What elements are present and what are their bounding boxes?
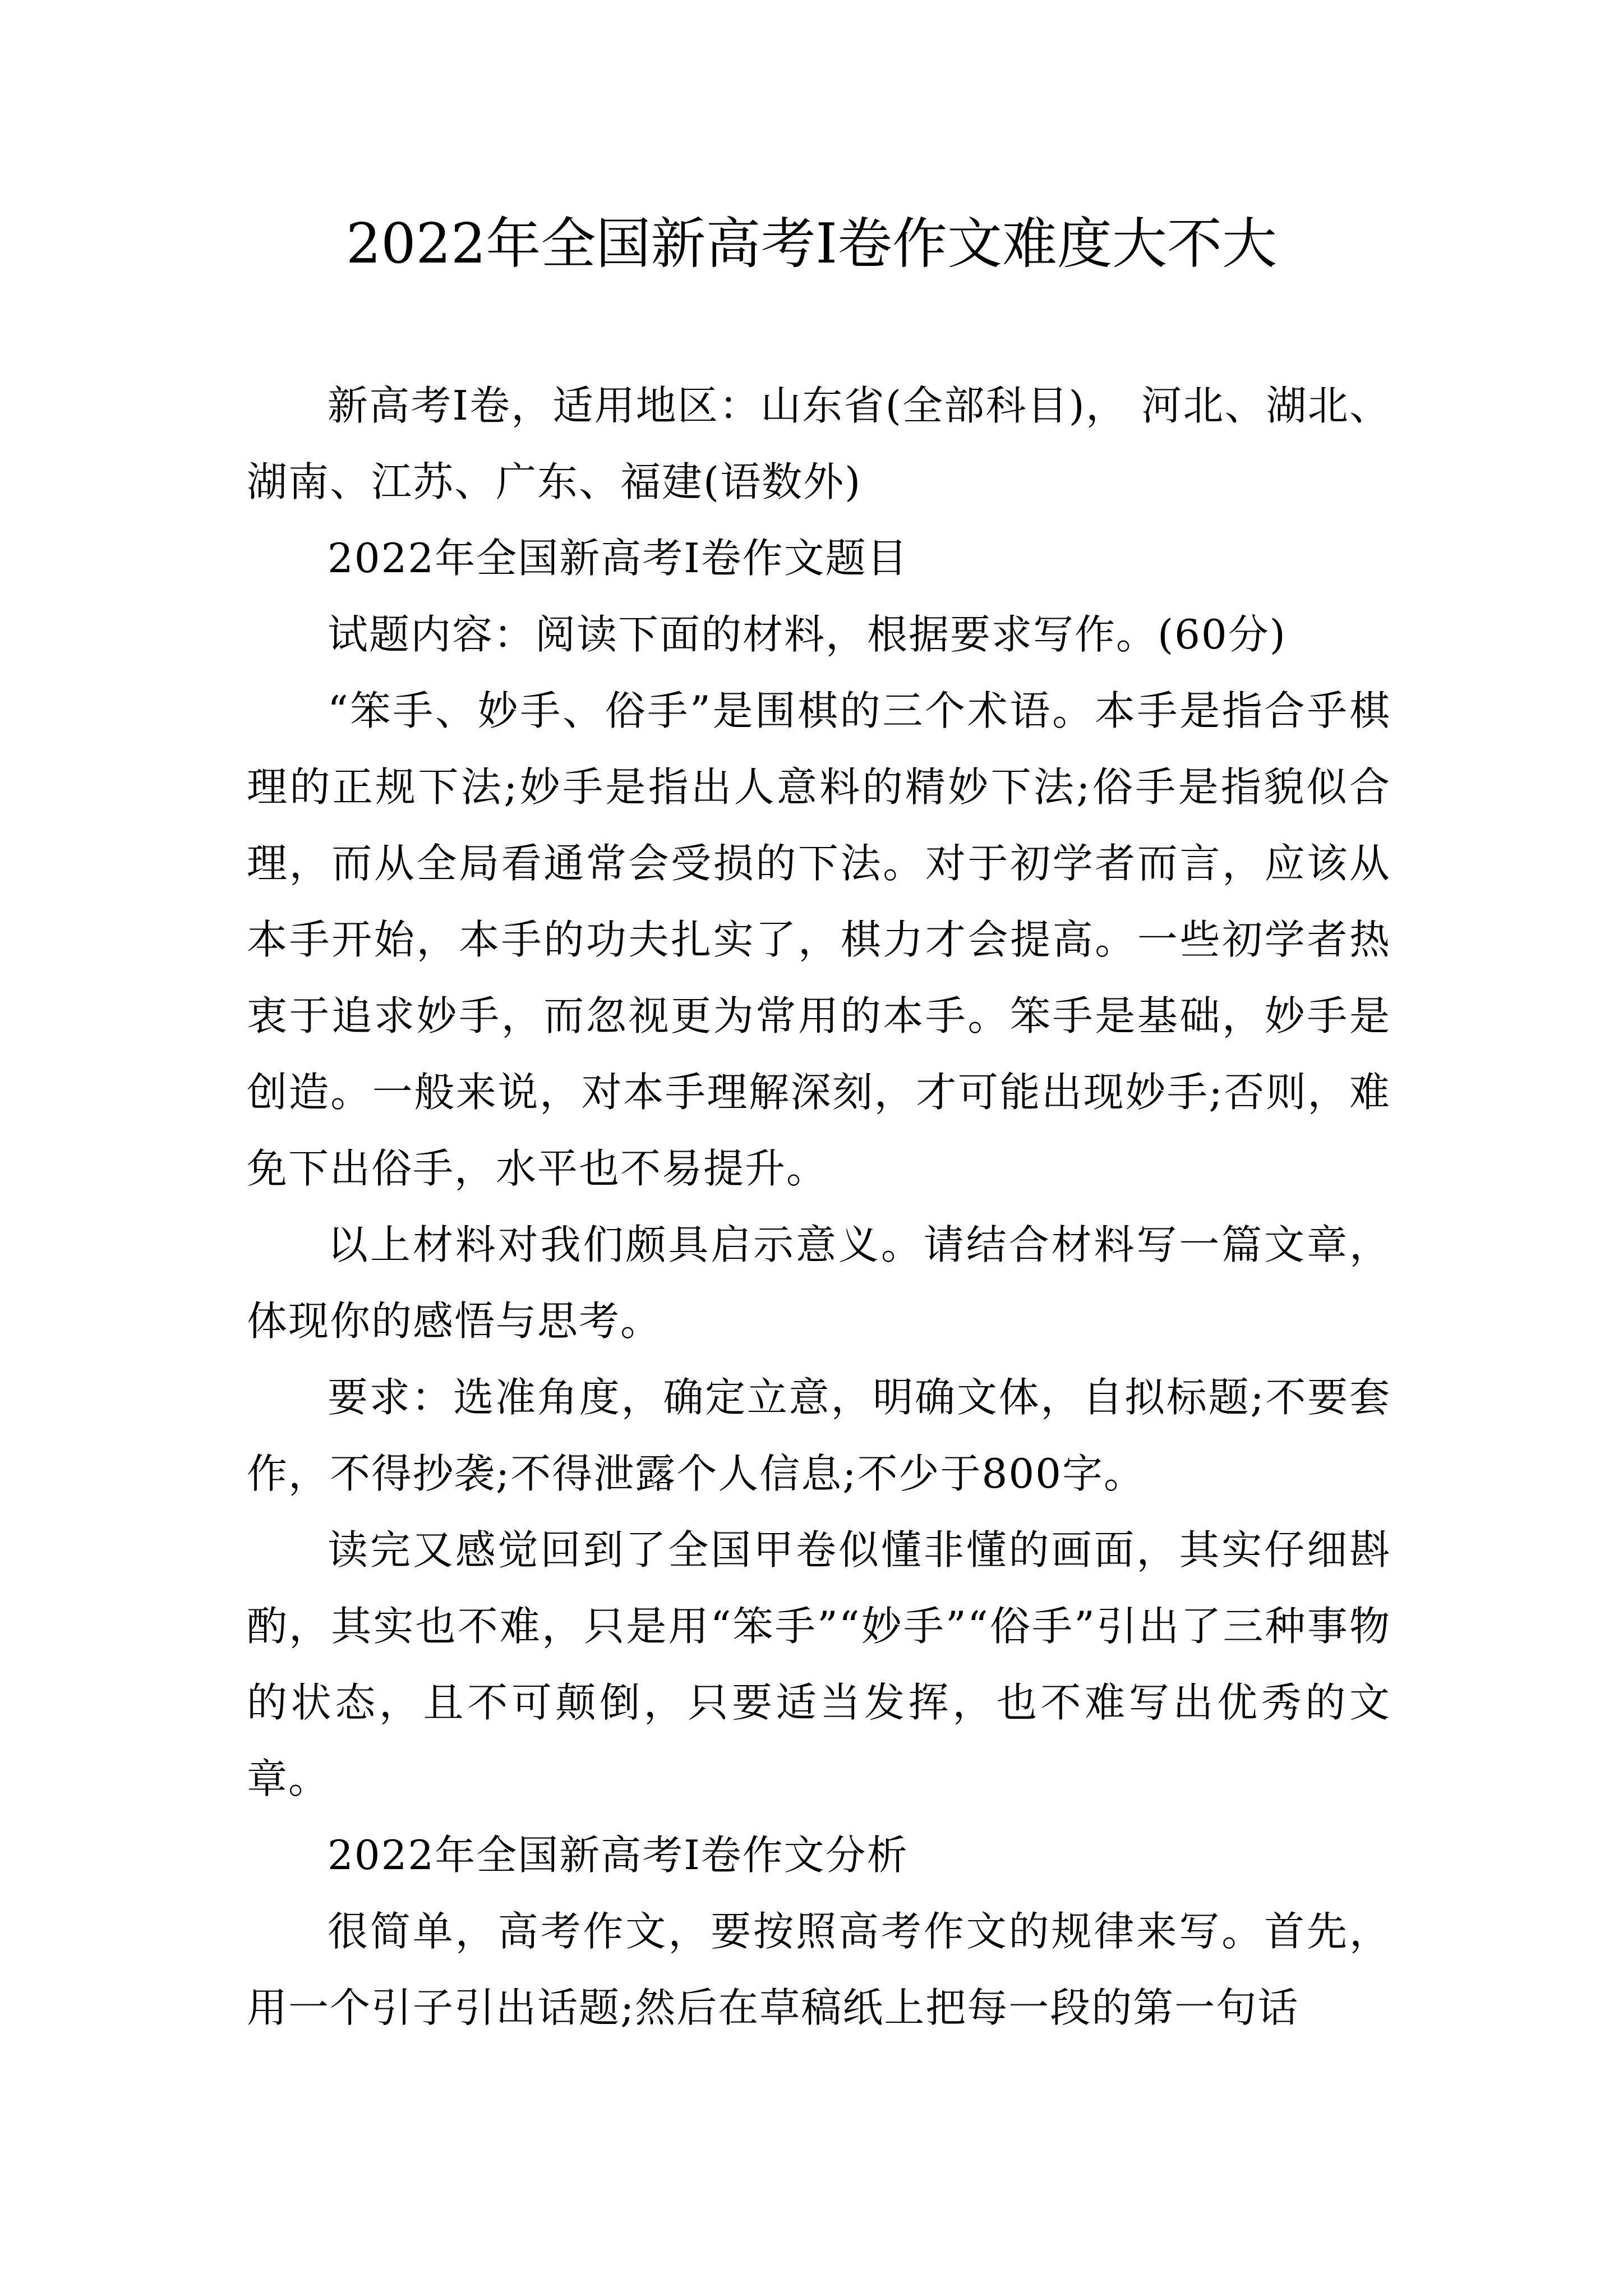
paragraph-instruction: 以上材料对我们颇具启示意义。请结合材料写一篇文章，体现你的感悟与思考。 xyxy=(247,1221,1391,1345)
paragraph-topic-heading: 2022年全国新高考Ⅰ卷作文题目 xyxy=(328,535,909,582)
paragraph-applicable-regions: 新高考Ⅰ卷，适用地区：山东省(全部科目)， 河北、湖北、湖南、江苏、广东、福建(语数外) xyxy=(247,382,1391,505)
paragraph-question-content: 试题内容：阅读下面的材料，根据要求写作。(60分) xyxy=(328,611,1287,658)
document-title: 2022年全国新高考Ⅰ卷作文难度大不大 xyxy=(345,212,1278,276)
paragraph-requirements: 要求：选准角度，确定立意，明确文体，自拟标题;不要套作，不得抄袭;不得泄露个人信息;不少于800字。 xyxy=(247,1374,1391,1497)
document-body xyxy=(247,367,1391,2046)
paragraph-commentary: 读完又感觉回到了全国甲卷似懂非懂的画面，其实仔细斟酌，其实也不难，只是用“笨手”“妙手”“俗手”引出了三种事物的状态，且不可颠倒，只要适当发挥，也不难写出优秀的文章。 xyxy=(247,1526,1391,1802)
paragraph-analysis-heading: 2022年全国新高考Ⅰ卷作文分析 xyxy=(328,1832,909,1879)
paragraph-material: “笨手、妙手、俗手”是围棋的三个术语。本手是指合乎棋理的正规下法;妙手是指出人意料的精妙下法;俗手是指貌似合理，而从全局看通常会受损的下法。对于初学者而言，应该从本手开始，本手的功夫扎实了，棋力才会提高。一些初学者热衷于追求妙手，而忽视更为常用的本手。笨手是基础，妙手是创造。一般来说，对本手理解深刻，才可能出现妙手;否则，难免下出俗手，水平也不易提升。 xyxy=(247,687,1391,1192)
paragraph-analysis: 很简单，高考作文，要按照高考作文的规律来写。首先，用一个引子引出话题;然后在草稿纸上把每一段的第一句话 xyxy=(247,1908,1391,2031)
